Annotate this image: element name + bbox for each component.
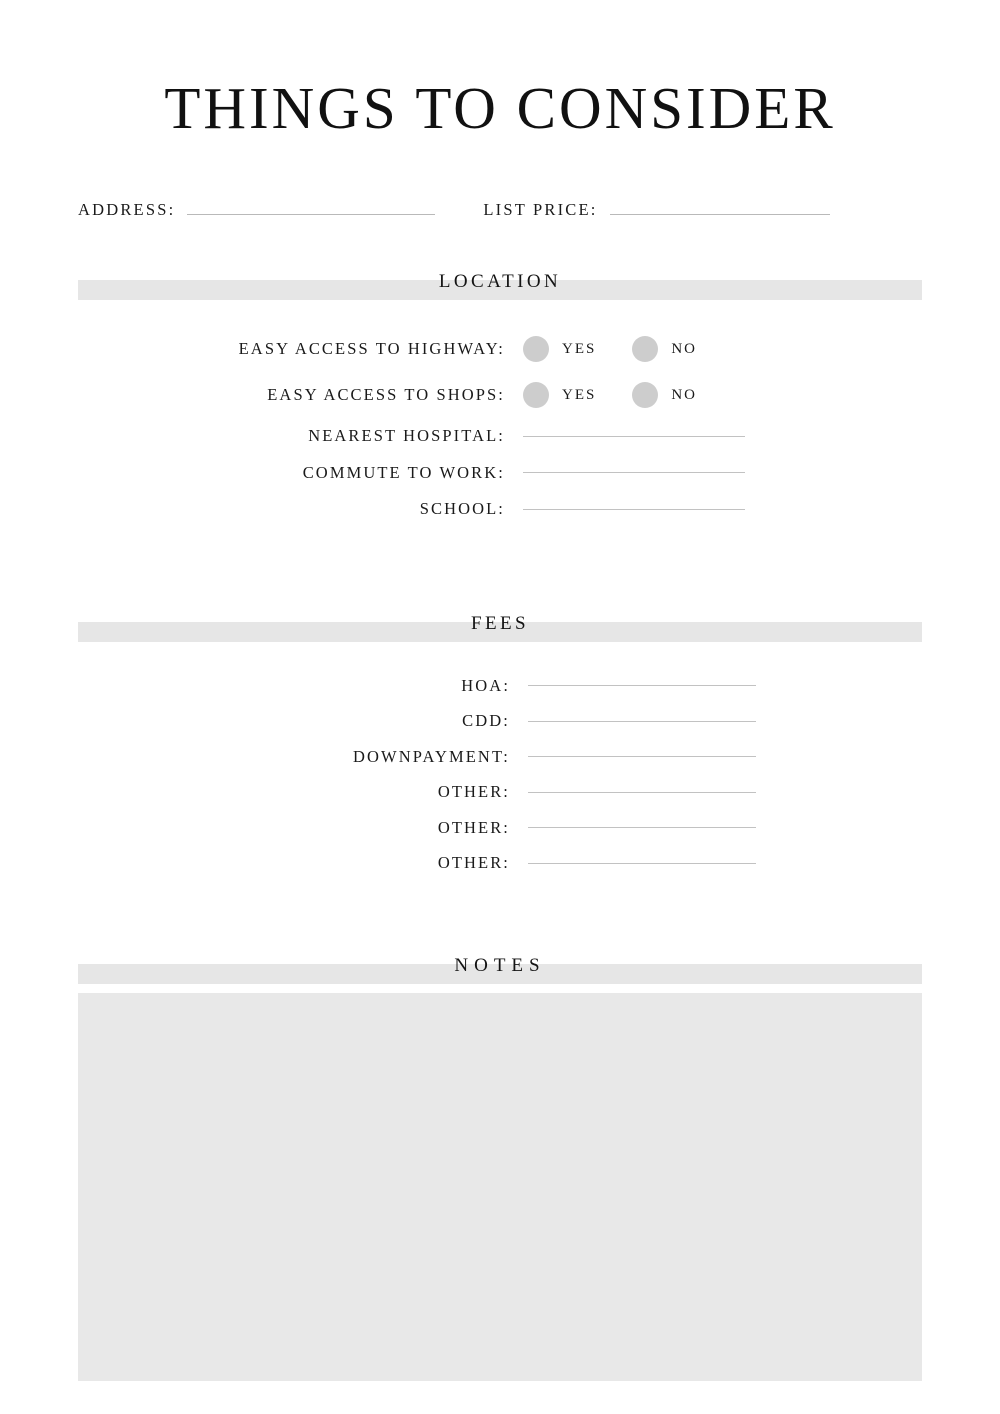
other-1-input-line[interactable] (528, 791, 756, 793)
row-easy-access-shops (0, 382, 1000, 408)
downpayment-input-line[interactable] (528, 755, 756, 757)
hoa-value[interactable] (528, 684, 756, 688)
highway-radio-no[interactable] (632, 336, 697, 362)
school-value[interactable] (523, 508, 745, 512)
row-nearest-hospital (0, 428, 1000, 445)
nearest-hospital-label: NEAREST HOSPITAL: (308, 426, 505, 446)
location-rows (0, 336, 1000, 518)
row-easy-access-highway (0, 336, 1000, 362)
row-commute-to-work (0, 462, 1000, 482)
fees-section-banner (78, 612, 922, 642)
fees-section-title: FEES (471, 612, 529, 634)
hoa-label: HOA: (461, 675, 510, 695)
other-2-input-line[interactable] (528, 826, 756, 828)
commute-to-work-value[interactable] (523, 471, 745, 475)
easy-access-shops-value (523, 382, 733, 408)
cdd-value[interactable] (528, 720, 756, 724)
fees-rows (0, 675, 1000, 873)
easy-access-highway-value (523, 336, 733, 362)
shops-radio-group (523, 382, 733, 408)
other-2-label: OTHER: (437, 817, 510, 837)
row-hoa (0, 675, 1000, 695)
location-section-banner (78, 271, 922, 300)
shops-no-label: NO (671, 386, 698, 403)
shops-yes-label: YES (562, 386, 597, 403)
other-1-label: OTHER: (437, 782, 510, 802)
other-1-value[interactable] (528, 791, 756, 795)
list-price-field[interactable] (483, 199, 829, 219)
location-section-title: LOCATION (438, 271, 562, 293)
easy-access-highway-label: EASY ACCESS TO HIGHWAY: (238, 339, 505, 359)
nearest-hospital-input-line[interactable] (523, 435, 745, 437)
other-2-value[interactable] (528, 826, 756, 830)
downpayment-value[interactable] (528, 755, 756, 759)
address-label: ADDRESS: (78, 199, 176, 219)
row-downpayment (0, 746, 1000, 766)
radio-circle-icon[interactable] (523, 336, 549, 362)
school-input-line[interactable] (523, 508, 745, 510)
row-school (0, 501, 1000, 518)
downpayment-label: DOWNPAYMENT: (352, 746, 510, 766)
easy-access-shops-label: EASY ACCESS TO SHOPS: (267, 385, 505, 405)
cdd-input-line[interactable] (528, 720, 756, 722)
hoa-input-line[interactable] (528, 684, 756, 686)
notes-section-banner (78, 954, 922, 984)
radio-circle-icon[interactable] (523, 382, 549, 408)
row-other-3 (0, 855, 1000, 872)
school-label: SCHOOL: (419, 499, 505, 519)
notes-input-area[interactable] (78, 993, 922, 1381)
row-other-1 (0, 784, 1000, 801)
address-input-line[interactable] (187, 213, 435, 215)
other-3-label: OTHER: (437, 853, 510, 873)
highway-radio-yes[interactable] (523, 336, 596, 362)
notes-section-title: NOTES (454, 954, 546, 976)
highway-no-label: NO (671, 340, 698, 357)
nearest-hospital-value[interactable] (523, 435, 745, 439)
row-cdd (0, 713, 1000, 730)
list-price-input-line[interactable] (610, 213, 830, 215)
radio-circle-icon[interactable] (632, 336, 658, 362)
shops-radio-yes[interactable] (523, 382, 596, 408)
page-title: THINGS TO CONSIDER (164, 75, 836, 141)
highway-yes-label: YES (562, 340, 597, 357)
radio-circle-icon[interactable] (632, 382, 658, 408)
shops-radio-no[interactable] (632, 382, 697, 408)
commute-to-work-label: COMMUTE TO WORK: (302, 462, 505, 482)
header-fields-row (0, 199, 1000, 219)
other-3-input-line[interactable] (528, 862, 756, 864)
row-other-2 (0, 817, 1000, 837)
cdd-label: CDD: (462, 711, 510, 731)
commute-to-work-input-line[interactable] (523, 471, 745, 473)
list-price-label: LIST PRICE: (483, 199, 598, 219)
other-3-value[interactable] (528, 862, 756, 866)
highway-radio-group (523, 336, 733, 362)
address-field[interactable] (78, 199, 435, 219)
